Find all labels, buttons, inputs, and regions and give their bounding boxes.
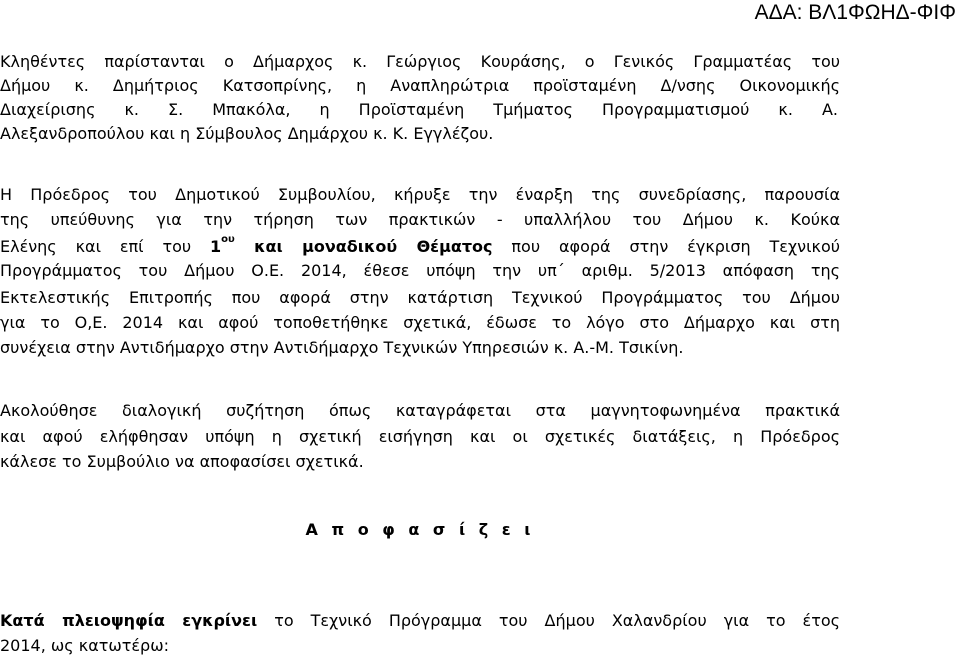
line3-post: που αφορά στην έγκριση Τεχνικού bbox=[492, 237, 840, 256]
decision-line-1 bbox=[0, 611, 840, 631]
paragraph-2-line-7: συνέχεια στην Αντιδήμαρχο στην Αντιδήμαρχο Τεχνικών Υπηρεσιών κ. Α.-Μ. Τσικίνη. bbox=[0, 338, 684, 357]
paragraph-3-line-2: και αφού ελήφθησαν υπόψη η σχετική εισήγηση και οι σχετικές διατάξεις, η Πρόεδρος bbox=[0, 427, 840, 446]
paragraph-1-line-2: Δήμου κ. Δημήτριος Κατσοπρίνης, η Αναπληρώτρια προϊσταμένη Δ/νσης Οικονομικής bbox=[0, 76, 840, 95]
decision-heading: Α π ο φ α σ ί ζ ε ι bbox=[305, 520, 535, 539]
decision-bold: Κατά πλειοψηφία εγκρίνει bbox=[0, 611, 258, 630]
paragraph-2-line-5: Εκτελεστικής Επιτροπής που αφορά στην κατάρτιση Τεχνικού Προγράμματος του Δήμου bbox=[0, 288, 840, 307]
paragraph-2-line-1: Η Πρόεδρος του Δημοτικού Συμβουλίου, κήρυξε την έναρξη της συνεδρίασης, παρουσία bbox=[0, 185, 840, 204]
paragraph-3-line-3: κάλεσε το Συμβούλιο να αποφασίσει σχετικά. bbox=[0, 452, 364, 471]
item-ordinal-suffix: ου bbox=[221, 234, 235, 245]
decision-line-2: 2014, ως κατωτέρω: bbox=[0, 636, 169, 655]
item-number: 1 bbox=[210, 237, 222, 256]
paragraph-1-line-3: Διαχείρισης κ. Σ. Μπακόλα, η Προϊσταμένη Τμήματος Προγραμματισμού κ. Α. bbox=[0, 100, 838, 119]
paragraph-2-line-4: Προγράμματος του Δήμου Ο.Ε. 2014, έθεσε υπόψη την υπ΄ αριθμ. 5/2013 απόφαση της bbox=[0, 261, 840, 280]
paragraph-1-line-1: Κληθέντες παρίστανται ο Δήμαρχος κ. Γεώργιος Κουράσης, ο Γενικός Γραμματέας του bbox=[0, 52, 840, 71]
paragraph-1-line-4: Αλεξανδροπούλου και η Σύμβουλος Δημάρχου κ. Κ. Εγγλέζου. bbox=[0, 124, 494, 143]
paragraph-2-line-6: για το Ο,Ε. 2014 και αφού τοποθετήθηκε σχετικά, έδωσε το λόγο στο Δήμαρχο και στη bbox=[0, 313, 840, 332]
decision-rest: το Τεχνικό Πρόγραμμα του Δήμου Χαλανδρίου για το έτος bbox=[257, 611, 841, 630]
paragraph-2-line-3 bbox=[0, 234, 840, 257]
paragraph-3-line-1: Ακολούθησε διαλογική συζήτηση όπως καταγράφεται στα μαγνητοφωνημένα πρακτικά bbox=[0, 401, 840, 420]
line3-pre: Ελένης και επί του bbox=[0, 237, 211, 256]
single-item-label: και μοναδικού Θέματος bbox=[234, 237, 493, 256]
ada-code: ΑΔΑ: ΒΛ1ΦΩΗΔ-ΦΙΦ bbox=[754, 1, 956, 24]
paragraph-2-line-2: της υπεύθυνης για την τήρηση των πρακτικών - υπαλλήλου του Δήμου κ. Κούκα bbox=[0, 210, 840, 229]
